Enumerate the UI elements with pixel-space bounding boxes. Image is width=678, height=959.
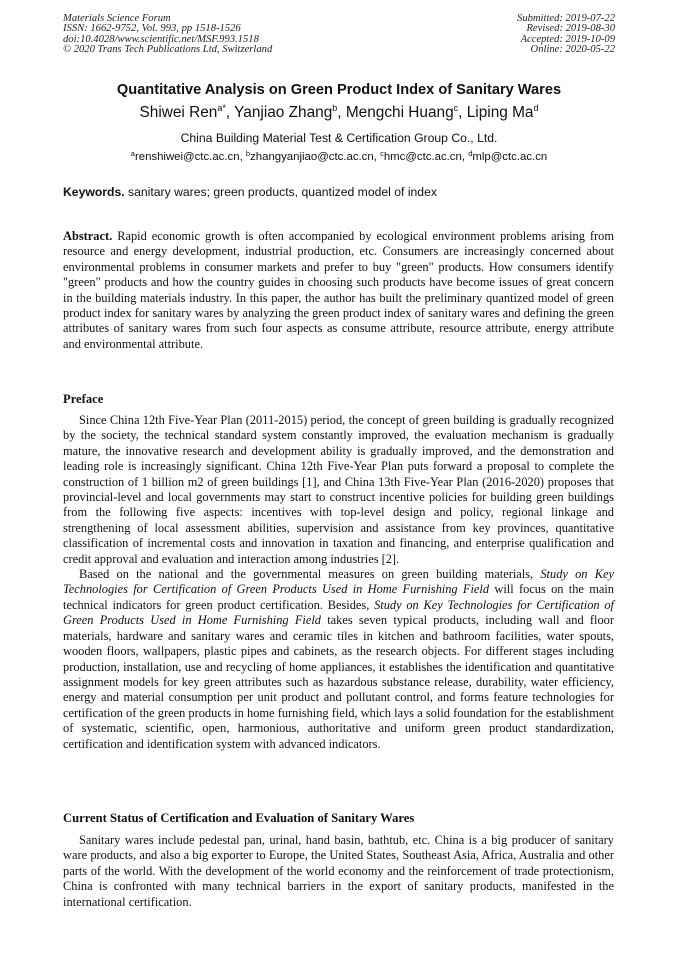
online-date: Online: 2020-05-22	[530, 44, 615, 56]
author-separator: ,	[458, 104, 467, 121]
preface-p2-text: will focus on the main technical indicators for green product certification. Besides,	[63, 582, 614, 612]
abstract-label: Abstract.	[63, 229, 113, 243]
email-separator: ,	[461, 151, 469, 163]
email-mark: c	[380, 149, 384, 158]
author-affiliation-mark: a*	[217, 103, 226, 113]
email-mark: b	[245, 149, 251, 158]
journal-header-left	[63, 14, 272, 56]
email-link[interactable]: renshiwei@ctc.ac.cn	[134, 151, 240, 163]
email-separator: ,	[373, 151, 381, 163]
keywords	[63, 185, 437, 199]
abstract-text: Rapid economic growth is often accompanied by ecological environment problems arising from resource and energy development, industrial production, etc. Consumers are increasingly concerned about environmental problems in consumer markets and prefer to buy "green" products. How consumers identify "green" products and how the country guides in choosing such products have become issues of great concern in the building materials industry. In this paper, the author has built the preliminary quantized model of green product index for sanitary wares by analyzing the green product index of sanitary wares and defining the green attributes of sanitary wares from such four aspects as consume attribute, resource attribute, energy attribute and environmental attribute.	[63, 229, 614, 351]
abstract	[63, 229, 614, 352]
keywords-text: sanitary wares; green products, quantized model of index	[124, 185, 437, 199]
author-name: Liping Ma	[466, 104, 534, 121]
email-separator: ,	[239, 151, 246, 163]
current-status-body	[63, 833, 614, 910]
author-separator: ,	[337, 104, 346, 121]
author-name: Mengchi Huang	[345, 104, 454, 121]
section-heading-preface: Preface	[63, 392, 104, 406]
author-separator: ,	[225, 104, 235, 121]
revised-date: Revised: 2019-08-30	[526, 23, 615, 35]
affiliation: China Building Material Test & Certification Group Co., Ltd.	[180, 131, 498, 145]
submitted-date: Submitted: 2019-07-22	[517, 13, 615, 24]
author-affiliation-mark: d	[533, 103, 539, 113]
accepted-date: Accepted: 2019-10-09	[520, 33, 615, 45]
current-status-paragraph-1: Sanitary wares include pedestal pan, urinal, hand basin, bathtub, etc. China is a big producer of sanitary ware products, and also a big exporter to Europe, the United States, Southeast Asia, Africa, Australia and other parts of the world. With the development of the world economy and the reinforcement of trade protectionism, China is confronted with many technical barriers in the export of sanitary products, manifested in the international certification.	[63, 833, 614, 909]
paper-title: Quantitative Analysis on Green Product Index of Sanitary Wares	[116, 82, 562, 98]
project-title-citation: Study on Key Technologies for Certification of Green Products Used in Home Furnishing Field	[63, 597, 614, 628]
preface-p2-text: Based on the national and the governmental measures on green building materials,	[79, 567, 541, 582]
author-name: Yanjiao Zhang	[234, 104, 333, 121]
author-affiliation-mark: c	[453, 103, 459, 113]
preface-p2-text: takes seven typical products, including wall and floor materials, hardware and sanitary wares and ceramic tiles in kitchen and bathroom facilities, water spouts, wooden floors, wallpapers, plastic pipes and cabinets, as the research objects. For different stages including production, installation, use and recycling of home appliances, it establishes the identification and quantitative assignment models for key green attributes such as hazardous substance release, durability, water efficiency, energy and material consumption per unit product and pollutant control, and forms feature technologies for certification of the green products in home furnishing field, which lays a solid foundation for the establishment of systematic, scientific, open, harmonious, authoritative and uniform green product standardization, certification and identification system with advanced indicators.	[63, 613, 614, 751]
journal-name: Materials Science Forum	[63, 13, 171, 24]
email-link[interactable]: zhangyanjiao@ctc.ac.cn	[250, 151, 374, 163]
email-mark: a	[130, 149, 135, 158]
author-list	[0, 104, 678, 122]
doi-line: doi:10.4028/www.scientific.net/MSF.993.1518	[63, 33, 259, 45]
issn-line: ISSN: 1662-9752, Vol. 993, pp 1518-1526	[63, 23, 241, 35]
copyright-line: © 2020 Trans Tech Publications Ltd, Switzerland	[63, 44, 273, 56]
preface-paragraph-1: Since China 12th Five-Year Plan (2011-2015) period, the concept of green building is gradually recognized by the society, the technical standard system constantly improved, the evaluation mechanism is gradually mature, the innovative research and development ability is gradually improved, and the demonstration and leading role is increasingly significant. China 12th Five-Year Plan puts forward a proposal to complete the construction of 1 billion m2 of green buildings [1], and China 13th Five-Year Plan (2016-2020) proposes that provincial-level and local governments may start to construct incentive policies for building green buildings from the following five aspects: incentives with top-level design and policy, regional linkage and strengthening of local assessment abilities, supervision and assistance from key provinces, quantitative classification of incremental costs and innovation in taxation and financing, and enterprise qualification and credit approval and evaluation and interaction among industries [2].	[63, 413, 614, 566]
email-link[interactable]: hmc@ctc.ac.cn	[383, 151, 462, 163]
author-emails	[0, 151, 678, 163]
keywords-label: Keywords.	[63, 185, 125, 199]
preface-body	[63, 413, 614, 752]
project-title-citation: Study on Key Technologies for Certification of Green Products Used in Home Furnishing Field	[63, 567, 614, 597]
journal-header-right	[517, 14, 615, 56]
author-name: Shiwei Ren	[139, 104, 218, 121]
email-mark: d	[468, 149, 473, 158]
preface-paragraph-2	[63, 567, 614, 752]
section-heading-current-status: Current Status of Certification and Evaluation of Sanitary Wares	[63, 811, 415, 825]
email-link[interactable]: mlp@ctc.ac.cn	[472, 151, 548, 163]
author-affiliation-mark: b	[332, 103, 338, 113]
